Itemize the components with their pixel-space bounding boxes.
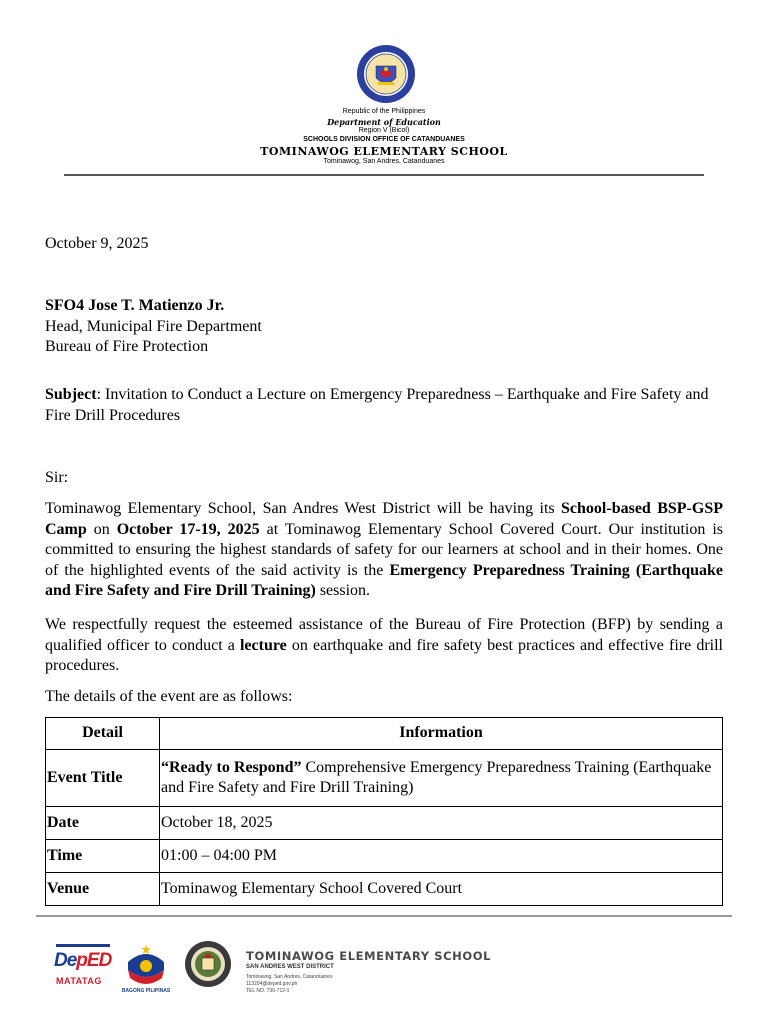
row-label: Event Title xyxy=(46,750,160,807)
school-location: Tominawog, San Andres, Catanduanes xyxy=(323,158,445,165)
paragraph-3: The details of the event are as follows: xyxy=(45,688,293,705)
deped-logo-bar xyxy=(56,944,110,947)
footer-school-name: TOMINAWOG ELEMENTARY SCHOOL xyxy=(246,949,492,963)
deped-ed: pED xyxy=(76,950,112,971)
footer-district: SAN ANDRES WEST DISTRICT xyxy=(246,964,334,970)
table-row xyxy=(46,807,723,840)
event-title-rest: Comprehensive Emergency Preparedness Training (Earthquake and Fire Safety and Fire Drill Training) xyxy=(161,758,712,796)
salutation: Sir: xyxy=(45,469,69,486)
recipient-name: SFO4 Jose T. Matienzo Jr. xyxy=(45,297,225,314)
p1-text-e: at Tominawog Elementary School Covered Court. Our institution is committed to ensuring the highest standards of safety for our learners at school and in their homes. One of the highlighted events of the said activity is the xyxy=(45,520,724,579)
p1-dates: October 17-19, 2025 xyxy=(116,520,260,538)
table-row xyxy=(46,750,723,807)
table-row xyxy=(46,873,723,906)
footer-tel: TEL NO. 730-712-1 xyxy=(246,988,290,994)
event-title-bold: “Ready to Respond” xyxy=(161,758,302,776)
republic-line: Republic of the Philippines xyxy=(342,108,426,115)
row-value: Tominawog Elementary School Covered Court xyxy=(160,873,723,906)
row-value xyxy=(160,750,723,807)
recipient-title: Head, Municipal Fire Department xyxy=(45,317,262,335)
row-label: Date xyxy=(46,807,160,840)
p2-lecture: lecture xyxy=(239,636,287,654)
row-label: Time xyxy=(46,840,160,873)
row-value: October 18, 2025 xyxy=(160,807,723,840)
paragraph-2 xyxy=(45,615,723,677)
footer-email: 113204@deped.gov.ph xyxy=(246,981,298,987)
letter-date: October 9, 2025 xyxy=(45,235,149,252)
matatag-label: MATATAG xyxy=(56,976,102,986)
school-seal-icon xyxy=(184,940,232,988)
header-divider xyxy=(64,174,704,176)
subject-line xyxy=(45,385,721,426)
row-value: 01:00 – 04:00 PM xyxy=(160,840,723,873)
details-table xyxy=(45,717,723,906)
header-detail: Detail xyxy=(46,718,160,750)
subject-label: Subject xyxy=(45,386,97,403)
footer-address: Tominawog, San Andres, Catanduanes xyxy=(246,974,333,980)
p1-camp: School-based BSP-GSP Camp xyxy=(45,500,723,538)
row-label: Venue xyxy=(46,873,160,906)
header-information: Information xyxy=(160,718,723,750)
region-line: Region V (Bicol) xyxy=(358,127,410,134)
p2-text-c: on earthquake and fire safety best practices and effective fire drill procedures. xyxy=(45,636,723,674)
p1-text-a: Tominawog Elementary School, San Andres West District will be having its xyxy=(45,500,562,517)
deped-wordmark xyxy=(54,950,111,972)
p2-text-a: We respectfully request the esteemed assistance of the Bureau of Fire Protection (BFP) by sending a qualified officer to conduct a xyxy=(45,616,723,654)
subject-text: : Invitation to Conduct a Lecture on Emergency Preparedness – Earthquake and Fire Safety and Fire Drill Procedures xyxy=(45,386,709,424)
p1-text-g: session. xyxy=(315,582,371,599)
recipient-org: Bureau of Fire Protection xyxy=(45,338,209,355)
footer-divider xyxy=(36,915,732,917)
department-line: Department of Education xyxy=(327,117,441,127)
table-header-row xyxy=(46,718,723,750)
deped-de: De xyxy=(54,950,77,971)
p1-training: Emergency Preparedness Training (Earthquake and Fire Safety and Fire Drill Training) xyxy=(45,561,724,599)
deped-matatag-logo xyxy=(54,944,112,996)
p1-text-c: on xyxy=(86,520,117,538)
deped-seal-icon xyxy=(356,44,416,104)
paragraph-1 xyxy=(45,499,723,602)
recipient-block xyxy=(45,296,262,358)
table-row xyxy=(46,840,723,873)
division-line: SCHOOLS DIVISION OFFICE OF CATANDUANES xyxy=(303,136,465,143)
bagong-pilipinas-label: BAGONG PILIPINAS xyxy=(121,988,171,994)
school-name: TOMINAWOG ELEMENTARY SCHOOL xyxy=(260,145,508,158)
